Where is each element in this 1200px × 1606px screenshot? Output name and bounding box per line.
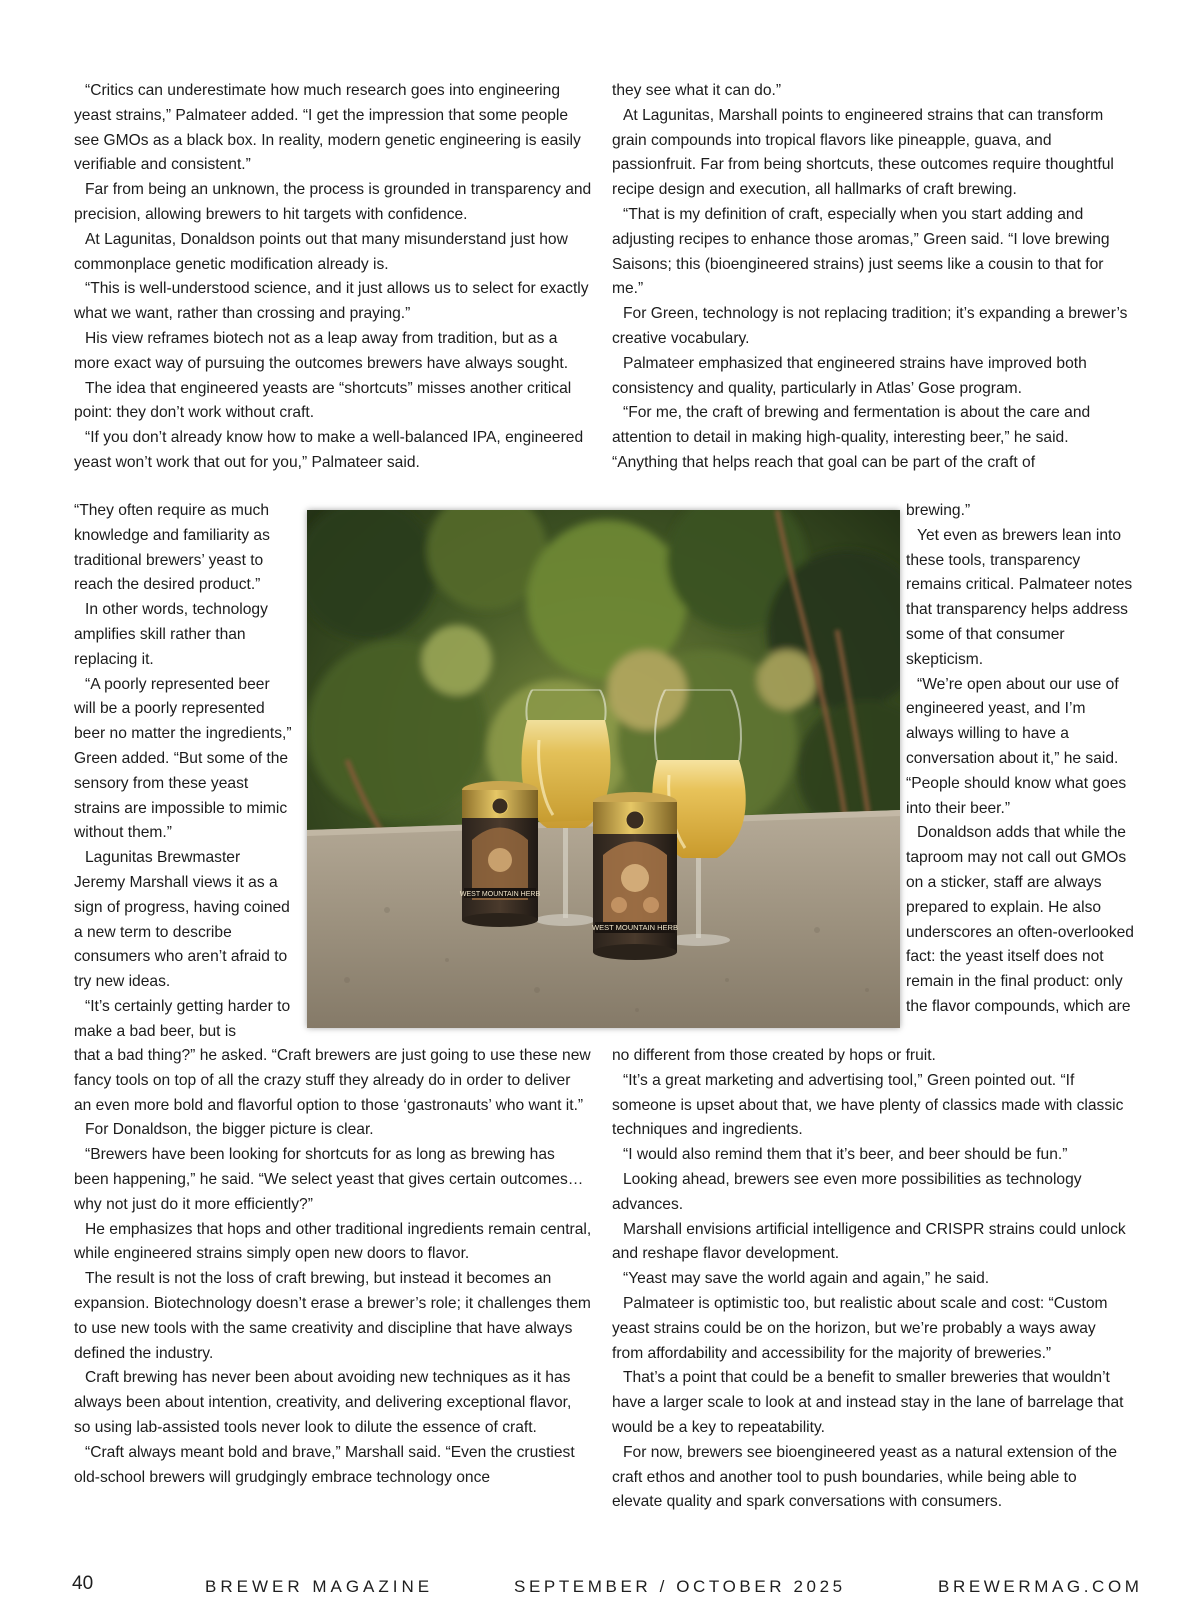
article-paragraph: At Lagunitas, Marshall points to engineered strains that can transform grain compounds into tropical flavors like pineapple, guava, and passionfruit. Far from being shortcuts, these outcomes require thoughtful recipe design and execution, all hallmarks of craft brewing. (612, 106, 1114, 199)
footer-website[interactable]: BREWERMAG.COM (938, 1577, 1143, 1596)
article-paragraph: “If you don’t already know how to make a well-balanced IPA, engineered yeast won’t work that out for you,” Palmateer said. (74, 429, 584, 471)
left-beer-can (460, 781, 541, 927)
article-paragraph: Lagunitas Brewmaster Jeremy Marshall views it as a sign of progress, having coined a new term to describe consumers who aren’t afraid to try new ideas. (74, 849, 290, 991)
article-paragraph: For Donaldson, the bigger picture is clear. (85, 1121, 374, 1139)
footer-magazine-name: BREWER MAGAZINE (205, 1577, 434, 1596)
article-paragraph: “For me, the craft of brewing and fermentation is about the care and attention to detail in making high-quality, interesting beer,” he said. “Anything that helps reach that goal can be part of the craft of (612, 404, 1091, 471)
article-paragraph: That’s a point that could be a benefit to smaller breweries that wouldn’t have a larger scale to look at and instead stay in the lane of barrelage that would be a key to repeatability. (612, 1369, 1124, 1436)
article-paragraph: Far from being an unknown, the process is grounded in transparency and precision, allowing brewers to hit targets with confidence. (74, 181, 592, 223)
article-paragraph: The idea that engineered yeasts are “shortcuts” misses another critical point: they don’t work without craft. (74, 379, 572, 422)
article-paragraph: For now, brewers see bioengineered yeast as a natural extension of the craft ethos and another tool to push boundaries, while being able to elevate quality and spark conversations with consumers. (612, 1443, 1118, 1511)
page-footer (0, 1575, 1200, 1605)
article-paragraph: that a bad thing?” he asked. “Craft brewers are just going to use these new fancy tools on top of all the crazy stuff they already do in order to deliver an even more bold and flavorful option to those ‘gastronauts’ who want it.” (74, 1047, 591, 1114)
article-column-left-bottom (74, 1044, 592, 1490)
article-paragraph: “I would also remind them that it’s beer, and beer should be fun.” (623, 1146, 1068, 1164)
article-column-right-top (612, 79, 1130, 476)
article-paragraph: For Green, technology is not replacing tradition; it’s expanding a brewer’s creative vocabulary. (612, 305, 1128, 347)
article-paragraph: Craft brewing has never been about avoiding new techniques as it has always been about intention, creativity, and delivering exceptional flavor, so using lab-assisted tools never look to dilute the essence of craft. (74, 1369, 572, 1436)
article-paragraph: “It’s a great marketing and advertising tool,” Green pointed out. “If someone is upset about that, we have plenty of classics made with classic techniques and ingredients. (612, 1071, 1124, 1139)
article-paragraph: The result is not the loss of craft brewing, but instead it becomes an expansion. Biotechnology doesn’t erase a brewer’s role; it challenges them to use new tools with the same creativity and discipline that have always defined the industry. (74, 1270, 591, 1362)
article-paragraph: “Craft always meant bold and brave,” Marshall said. “Even the crustiest old-school brewers will grudgingly embrace technology once (74, 1443, 575, 1486)
article-paragraph: His view reframes biotech not as a leap away from tradition, but as a more exact way of pursuing the outcomes brewers have always sought. (74, 329, 569, 372)
article-paragraph: At Lagunitas, Donaldson points out that many misunderstand just how commonplace genetic modification already is. (74, 230, 568, 273)
beer-cans-and-glasses-photo (307, 510, 900, 1028)
article-paragraph: “That is my definition of craft, especially when you start adding and adjusting recipes to enhance those aromas,” Green said. “I love brewing Saisons; this (bioengineered strains) just seems like a cousin to that for me.” (612, 205, 1110, 298)
article-paragraph: “They often require as much knowledge and familiarity as traditional brewers’ yeast to reach the desired product.” (74, 502, 270, 594)
right-can-label: WEST MOUNTAIN HERB (592, 923, 678, 932)
article-paragraph: “This is well-understood science, and it just allows us to select for exactly what we want, rather than crossing and praying.” (74, 280, 589, 323)
article-paragraph: “Critics can underestimate how much research goes into engineering yeast strains,” Palmateer added. “I get the impression that some people see GMOs as a black box. In reality, modern genetic engineering is easily verifiable and consistent.” (74, 82, 581, 174)
article-paragraph: “A poorly represented beer will be a poorly represented beer no matter the ingredients,” Green added. “But some of the sensory from these yeast strains are impossible to mimic without them.” (74, 675, 292, 842)
article-paragraph: Marshall envisions artificial intelligence and CRISPR strains could unlock and reshape flavor development. (612, 1220, 1126, 1263)
article-column-right-bottom (612, 1044, 1130, 1515)
article-photo (307, 510, 900, 1028)
article-paragraph: Palmateer emphasized that engineered strains have improved both consistency and quality, particularly in Atlas’ Gose program. (612, 354, 1087, 397)
footer-issue-date: SEPTEMBER / OCTOBER 2025 (514, 1577, 846, 1596)
article-paragraph: “We’re open about our use of engineered yeast, and I’m always willing to have a conversation about it,” he said. “People should know what goes into their beer.” (906, 675, 1127, 817)
article-column-left-top (74, 79, 592, 476)
article-column-left-wrap (74, 499, 294, 1045)
article-paragraph: “Brewers have been looking for shortcuts for as long as brewing has been happening,” he said. “We select yeast that gives certain outcomes… why not just do it more efficiently?” (74, 1146, 584, 1213)
article-paragraph: Yet even as brewers lean into these tools, transparency remains critical. Palmateer notes that transparency helps address some of that consumer skepticism. (906, 526, 1133, 668)
article-paragraph: no different from those created by hops or fruit. (612, 1047, 936, 1064)
article-paragraph: “Yeast may save the world again and again,” he said. (623, 1270, 990, 1288)
article-column-right-wrap (906, 499, 1136, 1020)
page-number: 40 (72, 1573, 94, 1594)
left-can-label: WEST MOUNTAIN HERB (459, 891, 541, 898)
article-paragraph: Palmateer is optimistic too, but realistic about scale and cost: “Custom yeast strains could be on the horizon, but we’re probably a ways away from affordability and accessibility for the majority of breweries.” (612, 1294, 1108, 1362)
article-paragraph: He emphasizes that hops and other traditional ingredients remain central, while engineered strains simply open new doors to flavor. (74, 1220, 592, 1263)
article-paragraph: In other words, technology amplifies skill rather than replacing it. (74, 601, 268, 668)
article-paragraph: Looking ahead, brewers see even more possibilities as technology advances. (612, 1170, 1082, 1213)
article-paragraph: “It’s certainly getting harder to make a bad beer, but is (74, 997, 291, 1040)
article-paragraph: Donaldson adds that while the taproom may not call out GMOs on a sticker, staff are always prepared to explain. He also underscores an often-overlooked fact: the yeast itself does not remain in the final product: only the flavor compounds, which are (906, 824, 1134, 1015)
right-beer-can (592, 792, 678, 960)
article-paragraph: they see what it can do.” (612, 82, 782, 99)
article-paragraph: brewing.” (906, 502, 971, 519)
